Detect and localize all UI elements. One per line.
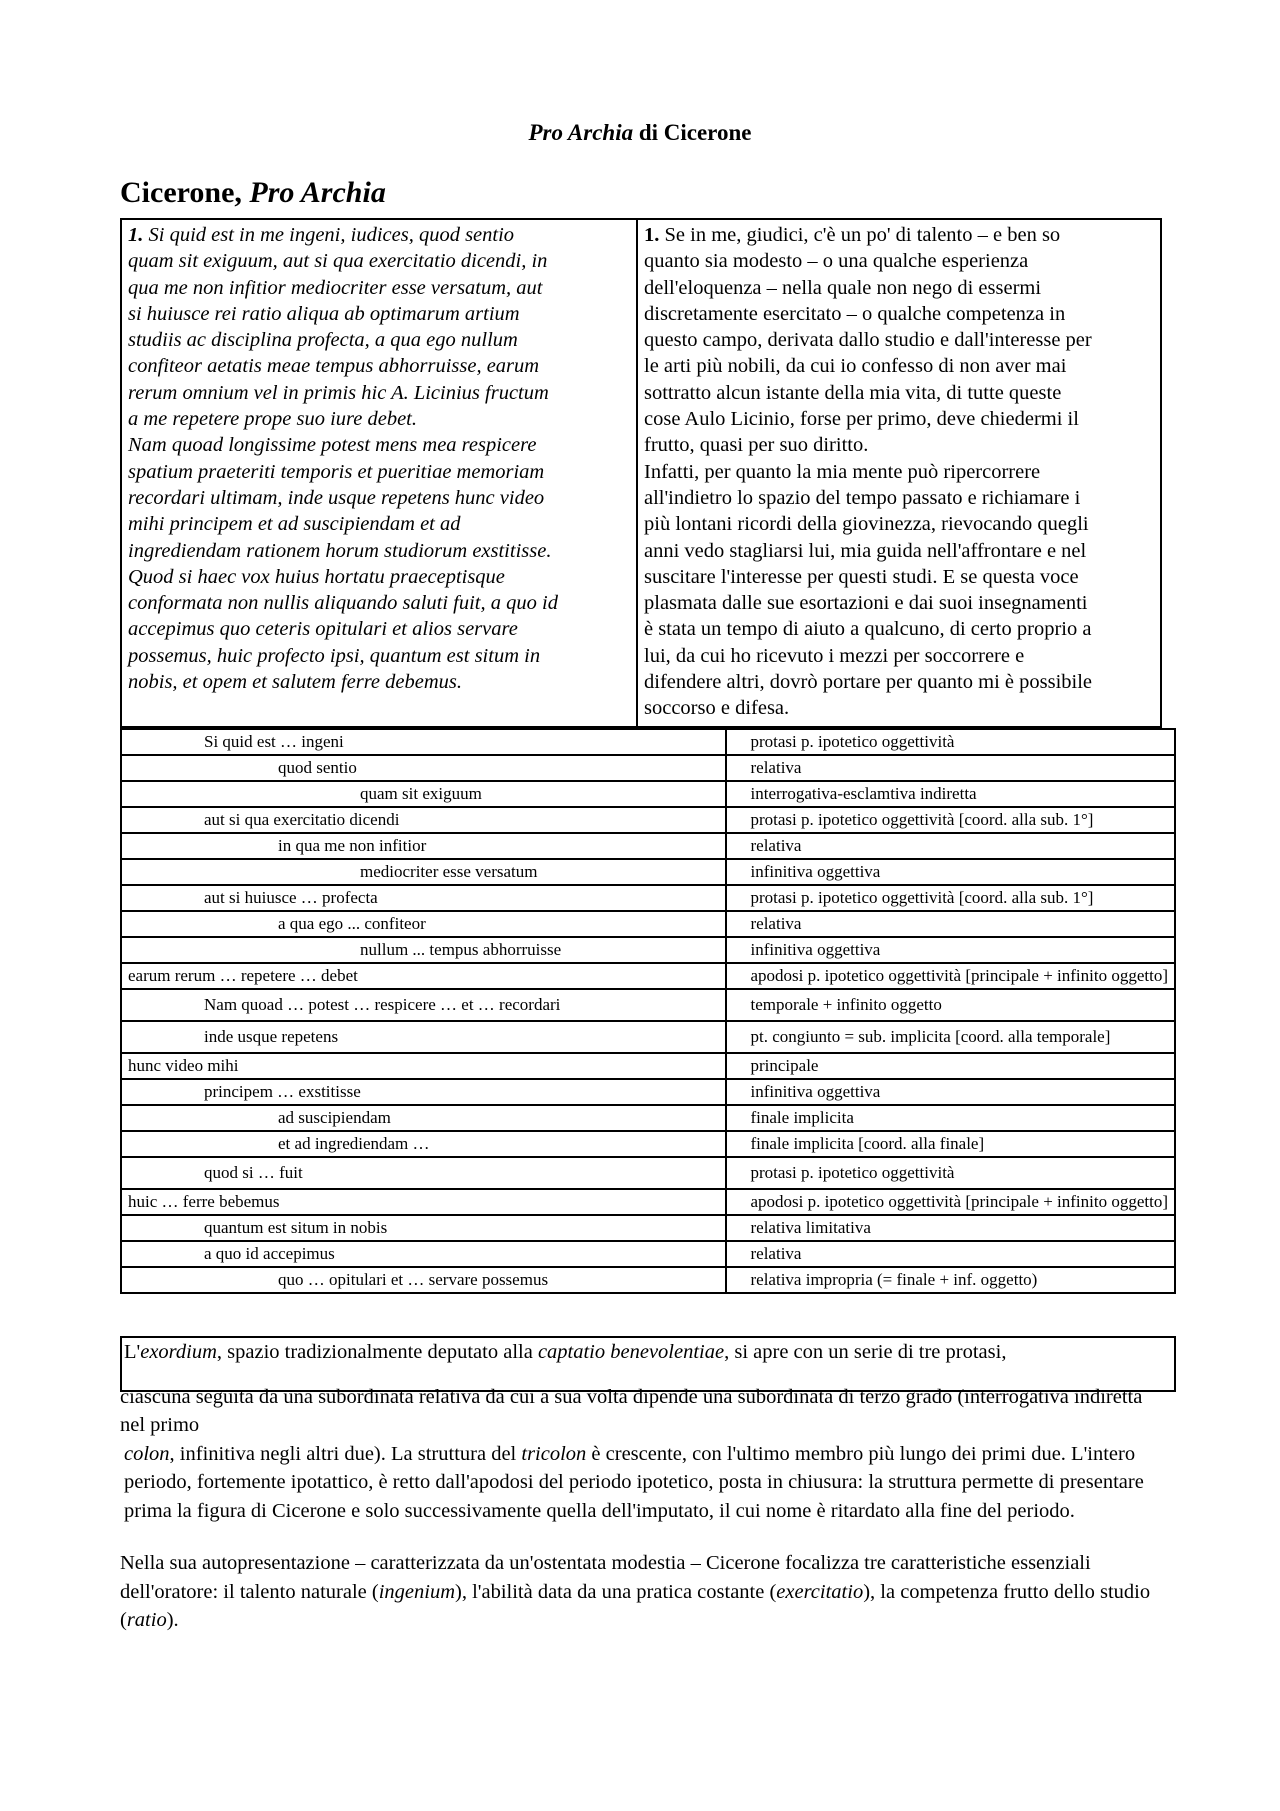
analysis-row xyxy=(121,1267,1175,1293)
clause-phrase: quam sit exiguum xyxy=(121,781,726,807)
italian-line: questo campo, derivata dallo studio e dall'interesse per xyxy=(644,329,1092,352)
heading-italic: Pro Archia xyxy=(249,176,386,209)
latin-line: accepimus quo ceteris opitulari et alios servare xyxy=(128,618,518,641)
commentary-text: ), l'abilità data da una pratica costante ( xyxy=(455,1580,777,1603)
commentary-text: ), la competenza frutto dello studio ( xyxy=(120,1580,1151,1631)
italian-line: difendere altri, dovrò portare per quanto mi è possibile xyxy=(644,671,1093,694)
clause-type: relativa xyxy=(726,911,1176,937)
italian-line: discretamente esercitato – o qualche competenza in xyxy=(644,302,1066,325)
commentary-text: ciascuna seguita da una subordinata relativa da cui a sua volta dipende una subordinata di terzo grado (interrogativa indiretta nel primo xyxy=(120,1385,1143,1436)
clause-type: relativa xyxy=(726,755,1176,781)
analysis-row xyxy=(121,1157,1175,1189)
commentary-text: , spazio tradizionalmente deputato alla xyxy=(216,1341,538,1363)
latin-line: quam sit exiguum, aut si qua exercitatio dicendi, in xyxy=(128,250,548,273)
parallel-text-table xyxy=(120,218,1162,728)
page-title xyxy=(0,120,1280,146)
commentary-text: L' xyxy=(124,1341,141,1363)
commentary-term: exercitatio xyxy=(776,1580,864,1603)
commentary-text: Nella sua autopresentazione – caratterizzata da un'ostentata modestia – Cicerone focalizza tre caratteristiche essenziali dell'oratore: il talento naturale ( xyxy=(120,1552,1091,1603)
clause-type: apodosi p. ipotetico oggettività [principale + infinito oggetto] xyxy=(726,963,1176,989)
latin-line: studiis ac disciplina profecta, a qua ego nullum xyxy=(128,329,518,352)
latin-text-cell xyxy=(122,220,638,726)
italian-line: frutto, quasi per suo diritto. xyxy=(644,434,869,457)
italian-line: quanto sia modesto – o una qualche esperienza xyxy=(644,250,1029,273)
italian-line: più lontani ricordi della giovinezza, rievocando quegli xyxy=(644,513,1089,536)
clause-phrase: a quo id accepimus xyxy=(121,1241,726,1267)
latin-line: Quod si haec vox huius hortatu praeceptisque xyxy=(128,565,505,588)
italian-line: soccorso e difesa. xyxy=(644,697,790,720)
latin-paragraph-number: 1. xyxy=(128,224,144,246)
commentary-term: ingenium xyxy=(378,1580,455,1603)
analysis-row xyxy=(121,755,1175,781)
clause-phrase: principem … exstitisse xyxy=(121,1079,726,1105)
clause-phrase: quo … opitulari et … servare possemus xyxy=(121,1267,726,1293)
clause-phrase: earum rerum … repetere … debet xyxy=(121,963,726,989)
clause-type: infinitiva oggettiva xyxy=(726,859,1176,885)
latin-line: possemus, huic profecto ipsi, quantum est situm in xyxy=(128,644,541,667)
italian-line: è stata un tempo di aiuto a qualcuno, di certo proprio a xyxy=(644,618,1092,641)
latin-line: confiteor aetatis meae tempus abhorruisse, earum xyxy=(128,355,540,378)
clause-phrase: Si quid est … ingeni xyxy=(121,729,726,755)
clause-phrase: mediocriter esse versatum xyxy=(121,859,726,885)
italian-line: le arti più nobili, da cui io confesso di non aver mai xyxy=(644,355,1067,378)
italian-line: anni vedo stagliarsi lui, mia guida nell'affrontare e nel xyxy=(644,539,1087,562)
clause-type: temporale + infinito oggetto xyxy=(726,989,1176,1021)
commentary-term: colon xyxy=(124,1442,170,1465)
analysis-row xyxy=(121,1189,1175,1215)
italian-line: sottratto alcun istante della mia vita, di tutte queste xyxy=(644,381,1062,404)
latin-line: conformata non nullis aliquando saluti fuit, a quo id xyxy=(128,592,558,615)
latin-line: nobis, et opem et salutem ferre debemus. xyxy=(128,671,463,694)
analysis-row xyxy=(121,1241,1175,1267)
latin-line: mihi principem et ad suscipiendam et ad xyxy=(128,513,461,536)
clause-type: protasi p. ipotetico oggettività xyxy=(726,1157,1176,1189)
clause-type: finale implicita xyxy=(726,1105,1176,1131)
clause-type: protasi p. ipotetico oggettività [coord. alla sub. 1°] xyxy=(726,885,1176,911)
clause-type: apodosi p. ipotetico oggettività [principale + infinito oggetto] xyxy=(726,1189,1176,1215)
clause-phrase: aut si qua exercitatio dicendi xyxy=(121,807,726,833)
commentary-text: , infinitiva negli altri due). La struttura del xyxy=(169,1442,522,1465)
commentary-term: exordium xyxy=(140,1341,217,1363)
clause-type: pt. congiunto = sub. implicita [coord. alla temporale] xyxy=(726,1021,1176,1053)
clause-type: finale implicita [coord. alla finale] xyxy=(726,1131,1176,1157)
syntax-analysis-table xyxy=(120,728,1176,1294)
analysis-row xyxy=(121,1131,1175,1157)
latin-line: qua me non infitior mediocriter esse versatum, aut xyxy=(128,276,543,299)
clause-type: principale xyxy=(726,1053,1176,1079)
clause-phrase: aut si huiusce … profecta xyxy=(121,885,726,911)
clause-type: relativa xyxy=(726,833,1176,859)
clause-type: protasi p. ipotetico oggettività [coord. alla sub. 1°] xyxy=(726,807,1176,833)
analysis-row xyxy=(121,937,1175,963)
italian-line: plasmata dalle sue esortazioni e dai suoi insegnamenti xyxy=(644,592,1088,615)
analysis-row xyxy=(121,833,1175,859)
clause-phrase: quod sentio xyxy=(121,755,726,781)
clause-phrase: quantum est situm in nobis xyxy=(121,1215,726,1241)
analysis-row xyxy=(121,911,1175,937)
analysis-row xyxy=(121,1079,1175,1105)
heading-plain: Cicerone, xyxy=(120,176,242,209)
analysis-row xyxy=(121,1215,1175,1241)
syntax-analysis-body xyxy=(121,729,1175,1293)
analysis-row xyxy=(121,859,1175,885)
title-rest: di Cicerone xyxy=(638,120,752,145)
latin-line: rerum omnium vel in primis hic A. Licinius fructum xyxy=(128,381,549,404)
latin-line: Nam quoad longissime potest mens mea respicere xyxy=(128,434,537,457)
italian-line: lui, da cui ho ricevuto i mezzi per soccorrere e xyxy=(644,644,1025,667)
latin-line: spatium praeteriti temporis et pueritiae memoriam xyxy=(128,460,545,483)
section-heading xyxy=(120,176,386,210)
italian-paragraph-number: 1. xyxy=(644,224,660,246)
analysis-row xyxy=(121,729,1175,755)
clause-phrase: nullum ... tempus abhorruisse xyxy=(121,937,726,963)
clause-type: infinitiva oggettiva xyxy=(726,937,1176,963)
commentary-text: , si apre con un serie di tre protasi, xyxy=(724,1341,1007,1363)
italian-line: cose Aulo Licinio, forse per primo, deve chiedermi il xyxy=(644,408,1079,431)
analysis-row xyxy=(121,1021,1175,1053)
analysis-row xyxy=(121,781,1175,807)
clause-phrase: huic … ferre bebemus xyxy=(121,1189,726,1215)
italian-line: Infatti, per quanto la mia mente può ripercorrere xyxy=(644,460,1041,483)
clause-type: infinitiva oggettiva xyxy=(726,1079,1176,1105)
latin-line: Si quid est in me ingeni, iudices, quod sentio xyxy=(148,224,515,246)
clause-type: protasi p. ipotetico oggettività xyxy=(726,729,1176,755)
clause-phrase: ad suscipiendam xyxy=(121,1105,726,1131)
clause-type: relativa xyxy=(726,1241,1176,1267)
clause-phrase: quod si … fuit xyxy=(121,1157,726,1189)
italian-line: dell'eloquenza – nella quale non nego di essermi xyxy=(644,276,1042,299)
latin-line: a me repetere prope suo iure debet. xyxy=(128,408,418,431)
commentary-term: tricolon xyxy=(521,1442,587,1465)
italian-line: Se in me, giudici, c'è un po' di talento – e ben so xyxy=(664,224,1061,246)
latin-line: si huiusce rei ratio aliqua ab optimarum artium xyxy=(128,302,520,325)
clause-type: relativa limitativa xyxy=(726,1215,1176,1241)
commentary-text: ). xyxy=(166,1609,179,1631)
commentary-term: ratio xyxy=(126,1609,167,1631)
italian-line: all'indietro lo spazio del tempo passato e richiamare i xyxy=(644,486,1081,509)
commentary-paragraph-1 xyxy=(120,1338,1176,1525)
italian-text-cell xyxy=(638,220,1160,726)
clause-phrase: a qua ego ... confiteor xyxy=(121,911,726,937)
clause-type: interrogativa-esclamtiva indiretta xyxy=(726,781,1176,807)
clause-type: relativa impropria (= finale + inf. oggetto) xyxy=(726,1267,1176,1293)
analysis-row xyxy=(121,1053,1175,1079)
analysis-row xyxy=(121,963,1175,989)
clause-phrase: hunc video mihi xyxy=(121,1053,726,1079)
clause-phrase: Nam quoad … potest … respicere … et … recordari xyxy=(121,989,726,1021)
clause-phrase: inde usque repetens xyxy=(121,1021,726,1053)
analysis-row xyxy=(121,1105,1175,1131)
clause-phrase: et ad ingrediendam … xyxy=(121,1131,726,1157)
analysis-row xyxy=(121,989,1175,1021)
latin-line: ingrediendam rationem horum studiorum exstitisse. xyxy=(128,539,552,562)
analysis-row xyxy=(121,807,1175,833)
title-italic: Pro Archia xyxy=(528,120,634,145)
italian-line: suscitare l'interesse per questi studi. E se questa voce xyxy=(644,565,1079,588)
commentary-term: captatio benevolentiae xyxy=(537,1341,725,1363)
commentary-paragraph-2 xyxy=(120,1549,1176,1635)
clause-phrase: in qua me non infitior xyxy=(121,833,726,859)
commentary-text: è crescente, con l'ultimo membro più lungo dei primi due. L'intero periodo, fortemente ipotattico, è retto dall'apodosi del periodo ipotetico, posta in chiusura: la struttura permette di presentare prima la figura di Cicerone e solo successivamente quella dell'imputato, il cui nome è ritardato alla fine del periodo. xyxy=(124,1442,1144,1522)
latin-line: recordari ultimam, inde usque repetens hunc video xyxy=(128,486,545,509)
analysis-row xyxy=(121,885,1175,911)
